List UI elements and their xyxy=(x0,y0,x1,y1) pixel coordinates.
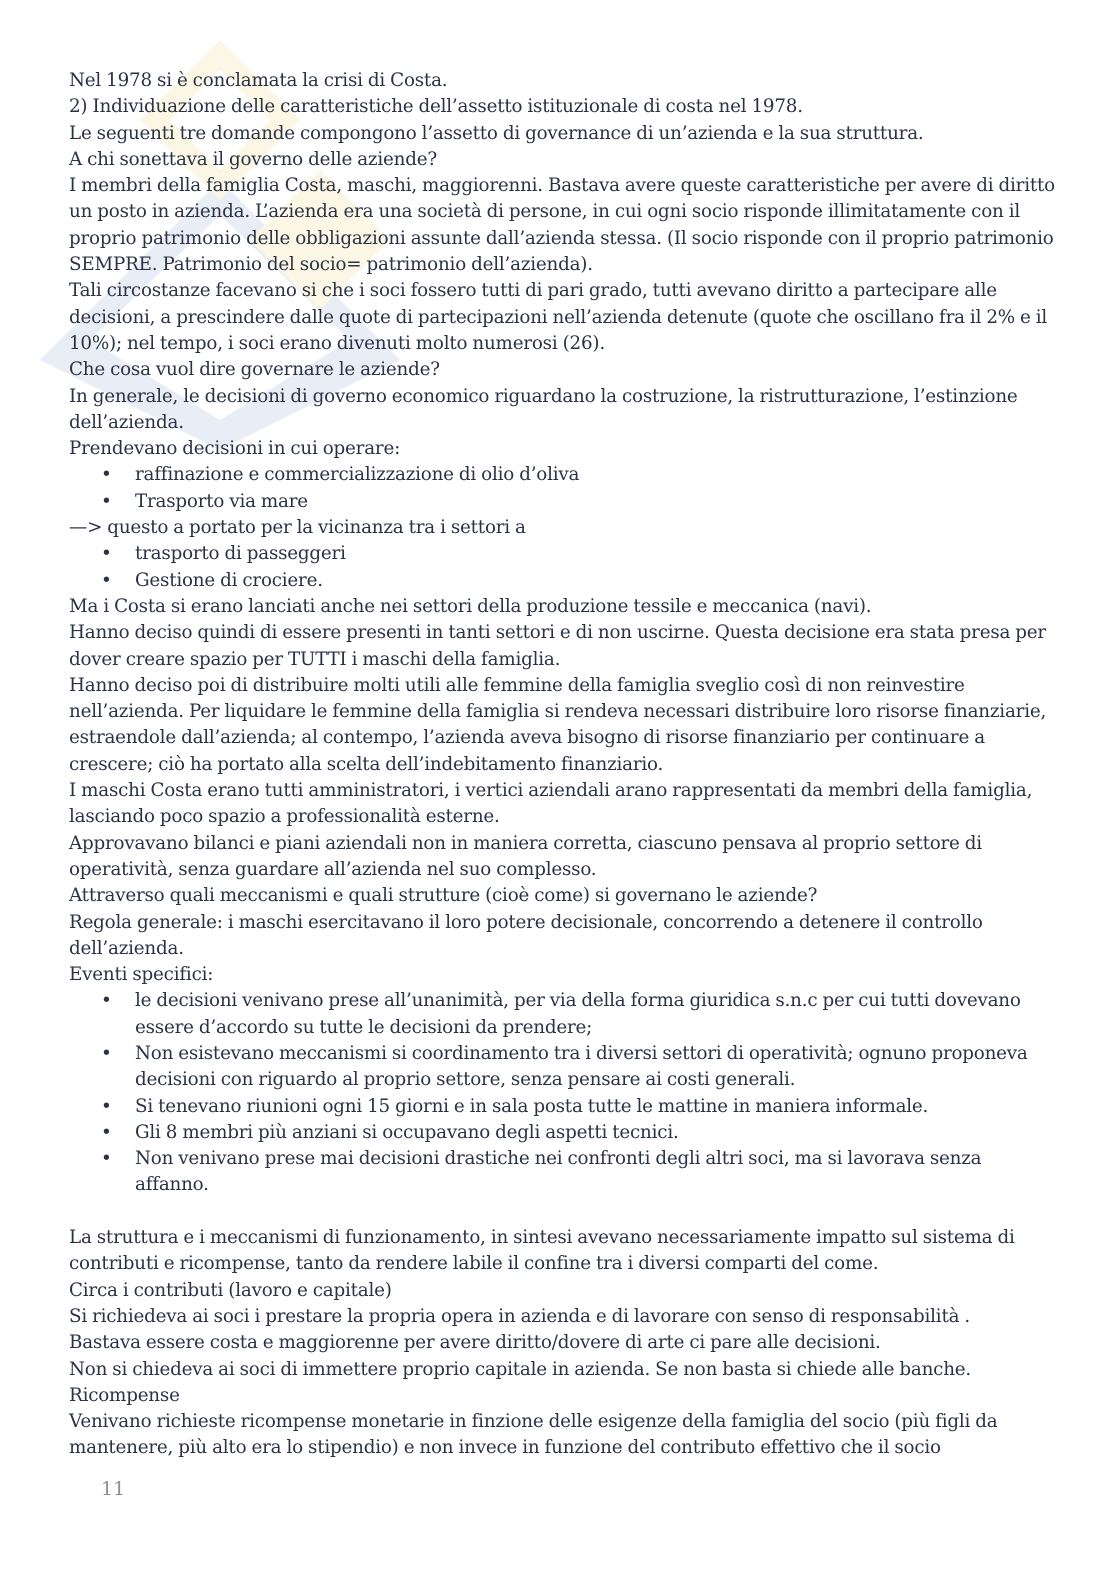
paragraph: Che cosa vuol dire governare le aziende? xyxy=(69,359,440,381)
paragraph: Ma i Costa si erano lanciati anche nei settori della produzione tessile e meccanica (navi). xyxy=(69,595,872,617)
bullet-item: • raffinazione e commercializzazione di olio d’oliva xyxy=(135,462,1059,488)
bullet-item: • Si tenevano riunioni ogni 15 giorni e in sala posta tutte le mattine in maniera informale. xyxy=(135,1094,1059,1120)
paragraph: Nel 1978 si è conclamata la crisi di Costa. xyxy=(69,70,448,91)
bullet-list xyxy=(69,462,1059,515)
paragraph: Le seguenti tre domande compongono l’assetto di governance di un’azienda e la sua struttura. xyxy=(69,122,924,144)
blank-line xyxy=(69,1199,1059,1225)
bullet-item: • le decisioni venivano prese all’unanimità, per via della forma giuridica s.n.c per cui tutti dovevano essere d’accordo su tutte le decisioni da prendere; xyxy=(135,988,1059,1041)
bullet-list xyxy=(69,541,1059,594)
bullet-item: • trasporto di passeggeri xyxy=(135,541,1059,567)
bullet-item: • Trasporto via mare xyxy=(135,489,1059,515)
paragraph: 2) Individuazione delle caratteristiche dell’assetto istituzionale di costa nel 1978. xyxy=(69,96,803,118)
paragraph: I maschi Costa erano tutti amministratori, i vertici aziendali arano rappresentati da membri della famiglia, lasciando poco spazio a professionalità esterne. xyxy=(69,780,1033,828)
bullet-item: • Gestione di crociere. xyxy=(135,568,1059,594)
paragraph: Regola generale: i maschi esercitavano il loro potere decisionale, concorrendo a detenere il controllo dell’azienda. xyxy=(69,911,983,959)
document-body xyxy=(69,68,1059,1462)
paragraph: Hanno deciso quindi di essere presenti in tanti settori e di non uscirne. Questa decisione era stata presa per dover creare spazio per TUTTI i maschi della famiglia. xyxy=(69,622,1046,670)
paragraph: Hanno deciso poi di distribuire molti utili alle femmine della famiglia sveglio così di non reinvestire nell’azienda. Per liquidare le femmine della famiglia si rendeva necessari distribuire loro risorse finanziarie, estraendole dall’azienda; al contempo, l’azienda aveva bisogno di risorse finanziario per continuare a crescere; ciò ha portato alla scelta dell’indebitamento finanziario. xyxy=(69,674,1047,775)
paragraph: Tali circostanze facevano si che i soci fossero tutti di pari grado, tutti avevano diritto a partecipare alle decisioni, a prescindere dalle quote di partecipazioni nell’azienda detenute (quote che oscillano fra il 2% e il 10%); nel tempo, i soci erano divenuti molto numerosi (26). xyxy=(69,280,1048,354)
paragraph: Non si chiedeva ai soci di immettere proprio capitale in azienda. Se non basta si chiede alle banche. xyxy=(69,1358,972,1380)
paragraph: A chi sonettava il governo delle aziende? xyxy=(69,148,437,170)
arrow-line: —> questo a portato per la vicinanza tra i settori a xyxy=(69,517,526,539)
paragraph: Approvavano bilanci e piani aziendali non in maniera corretta, ciascuno pensava al proprio settore di operatività, senza guardare all’azienda nel suo complesso. xyxy=(69,832,982,880)
paragraph: In generale, le decisioni di governo economico riguardano la costruzione, la ristrutturazione, l’estinzione dell’azienda. xyxy=(69,385,1018,433)
bullet-item: • Gli 8 membri più anziani si occupavano degli aspetti tecnici. xyxy=(135,1120,1059,1146)
paragraph: Bastava essere costa e maggiorenne per avere diritto/dovere di arte ci pare alle decisioni. xyxy=(69,1332,881,1354)
paragraph: Venivano richieste ricompense monetarie in finzione delle esigenze della famiglia del socio (più figli da mantenere, più alto era lo stipendio) e non invece in funzione del contributo effettivo che il socio xyxy=(69,1411,998,1459)
bullet-item: • Non venivano prese mai decisioni drastiche nei confronti degli altri soci, ma si lavorava senza affanno. xyxy=(135,1146,1059,1199)
paragraph: Prendevano decisioni in cui operare: xyxy=(69,438,401,460)
paragraph: Ricompense xyxy=(69,1384,180,1406)
paragraph: Eventi specifici: xyxy=(69,964,214,986)
paragraph: Attraverso quali meccanismi e quali strutture (cioè come) si governano le aziende? xyxy=(69,885,818,907)
bullet-item: • Non esistevano meccanismi si coordinamento tra i diversi settori di operatività; ognuno proponeva decisioni con riguardo al proprio settore, senza pensare ai costi generali. xyxy=(135,1041,1059,1094)
page-number: 11 xyxy=(101,1478,126,1500)
bullet-list xyxy=(69,988,1059,1198)
paragraph: Si richiedeva ai soci i prestare la propria opera in azienda e di lavorare con senso di responsabilità . xyxy=(69,1305,971,1327)
paragraph: Circa i contributi (lavoro e capitale) xyxy=(69,1279,392,1301)
paragraph: La struttura e i meccanismi di funzionamento, in sintesi avevano necessariamente impatto sul sistema di contributi e ricompense, tanto da rendere labile il confine tra i diversi comparti del come. xyxy=(69,1227,1015,1275)
paragraph: I membri della famiglia Costa, maschi, maggiorenni. Bastava avere queste caratteristiche per avere di diritto un posto in azienda. L’azienda era una società di persone, in cui ogni socio risponde illimitatamente con il proprio patrimonio delle obbligazioni assunte dall’azienda stessa. (Il socio risponde con il proprio patrimonio SEMPRE. Patrimonio del socio= patrimonio dell’azienda). xyxy=(69,175,1055,276)
